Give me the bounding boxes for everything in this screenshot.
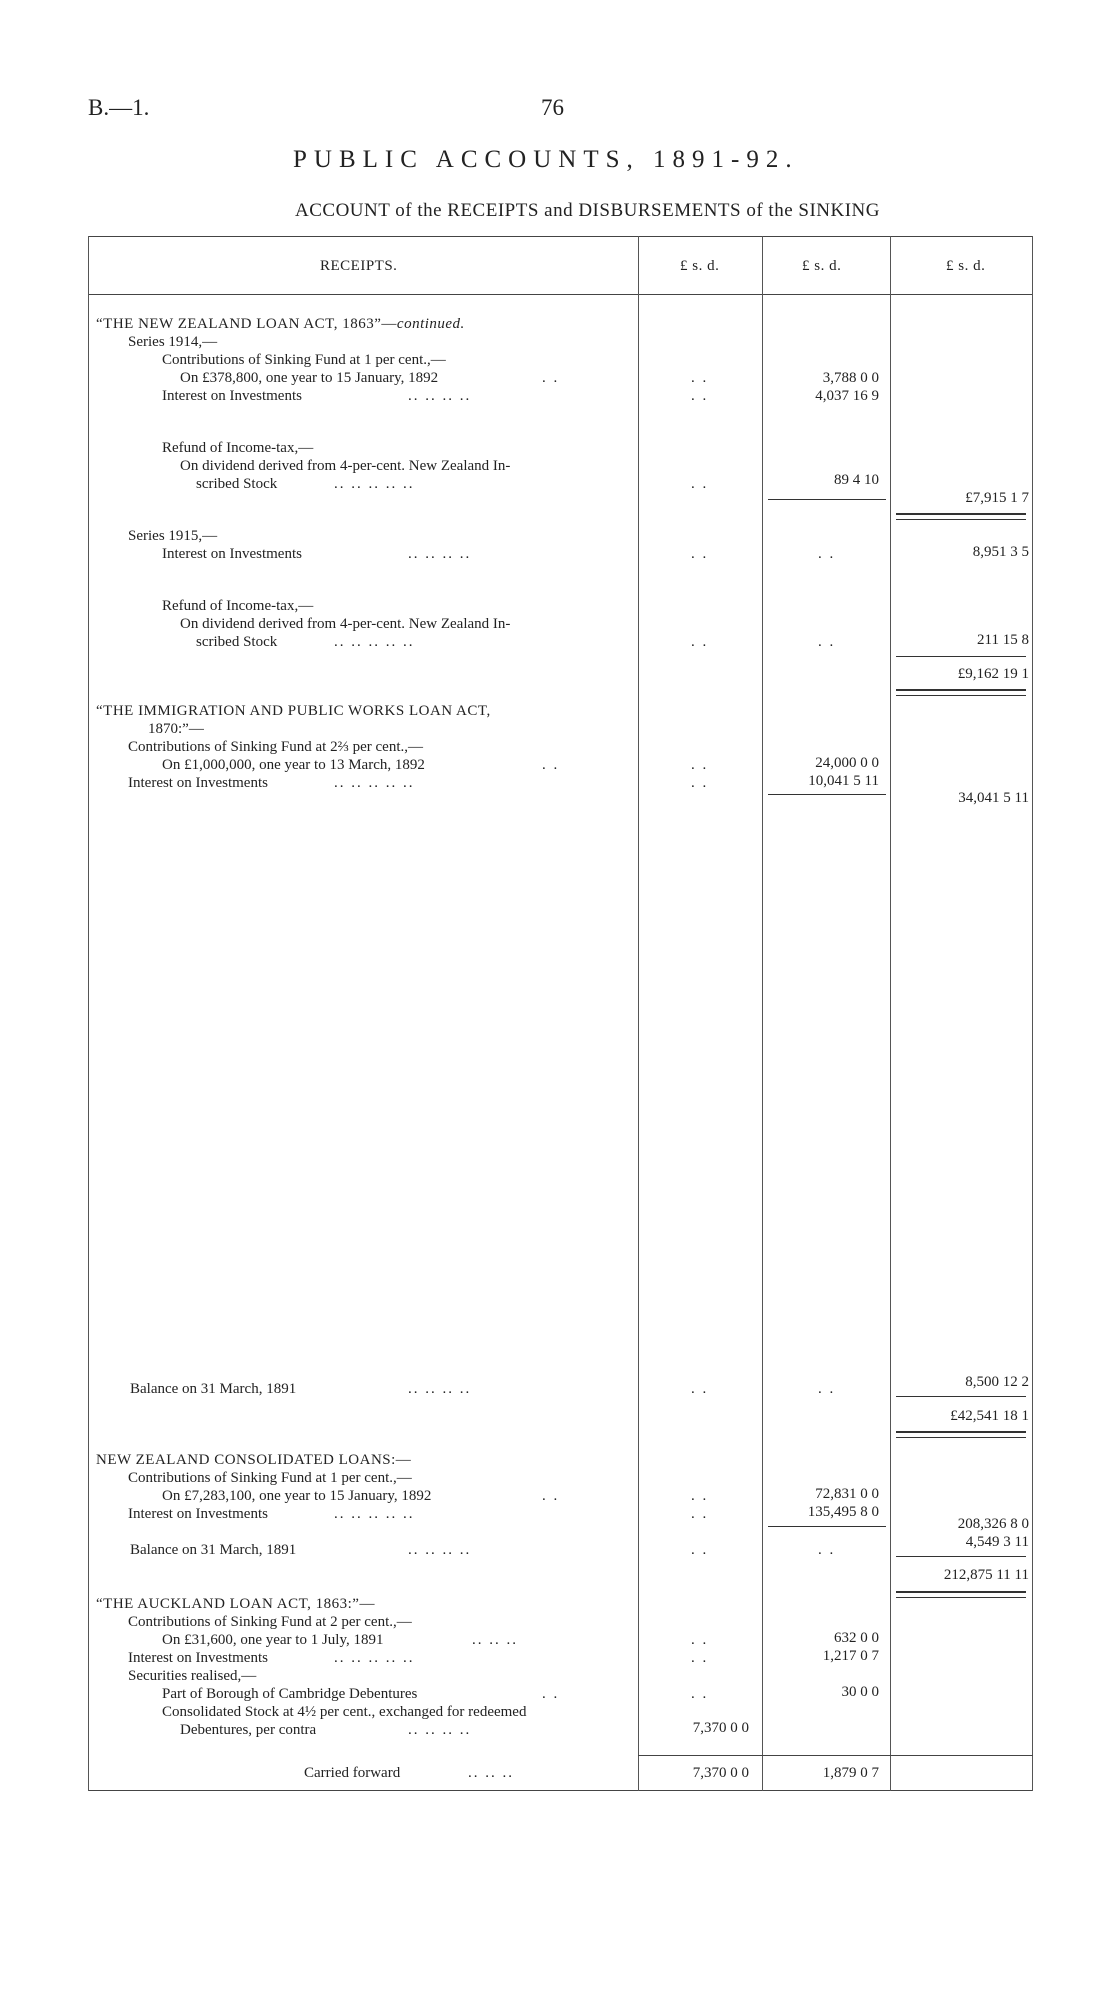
leader-dots: . . xyxy=(691,1650,709,1666)
leader-dots: . . xyxy=(691,1632,709,1648)
section-total: 212,875 11 11 xyxy=(943,1567,1029,1583)
securities-label: Securities realised,— xyxy=(128,1668,257,1684)
amount-value: 10,041 5 11 xyxy=(808,773,879,789)
contributions-label: Contributions of Sinking Fund at 1 per cent.,— xyxy=(128,1470,412,1486)
amount-value: 4,549 3 11 xyxy=(965,1534,1029,1550)
amount-value: 7,370 0 0 xyxy=(692,1720,749,1736)
leader-dots: . . xyxy=(691,1686,709,1702)
amount-value: 24,000 0 0 xyxy=(815,755,879,771)
amount-value: 632 0 0 xyxy=(834,1630,879,1646)
contribution-detail: On £378,800, one year to 15 January, 1892 xyxy=(180,370,439,386)
contribution-detail: On £7,283,100, one year to 15 January, 1892 xyxy=(162,1488,432,1504)
securities-detail: Debentures, per contra xyxy=(180,1722,317,1738)
balance-label: Balance on 31 March, 1891 xyxy=(130,1542,297,1558)
series-1915-label: Series 1915,— xyxy=(128,528,218,544)
leader-dots: .. .. .. .. xyxy=(408,1722,472,1738)
receipts-column-header: RECEIPTS. xyxy=(320,258,398,274)
leader-dots: . . xyxy=(542,1488,560,1504)
contributions-label: Contributions of Sinking Fund at 2 per cent.,— xyxy=(128,1614,412,1630)
section-heading-consolidated-loans: NEW ZEALAND CONSOLIDATED LOANS:— xyxy=(96,1452,412,1468)
lsd-column-header: £ s. d. xyxy=(802,258,842,274)
contribution-detail: On £1,000,000, one year to 13 March, 1892 xyxy=(162,757,425,773)
leader-dots: . . xyxy=(691,1506,709,1522)
carried-forward-label: Carried forward xyxy=(304,1765,401,1781)
leader-dots: .. .. .. xyxy=(472,1632,518,1648)
carried-forward-value: 1,879 0 7 xyxy=(822,1765,879,1781)
leader-dots: . . xyxy=(818,546,836,562)
leader-dots: . . xyxy=(691,388,709,404)
subtotal-value: 34,041 5 11 xyxy=(958,790,1029,806)
lsd-column-header: £ s. d. xyxy=(946,258,986,274)
account-subtitle: ACCOUNT of the RECEIPTS and DISBURSEMENTS of the SINKING xyxy=(295,200,880,221)
amount-value: 72,831 0 0 xyxy=(815,1486,879,1502)
section-total: £42,541 18 1 xyxy=(950,1408,1029,1424)
leader-dots: . . xyxy=(691,370,709,386)
leader-dots: . . xyxy=(818,1381,836,1397)
leader-dots: . . xyxy=(691,546,709,562)
leader-dots: . . xyxy=(818,1542,836,1558)
contributions-label: Contributions of Sinking Fund at 1 per cent.,— xyxy=(162,352,446,368)
leader-dots: .. .. .. .. .. xyxy=(334,1506,415,1522)
leader-dots: .. .. .. .. .. xyxy=(334,1650,415,1666)
section-heading-auckland-loan: “THE AUCKLAND LOAN ACT, 1863:”— xyxy=(96,1596,375,1612)
section-heading-nz-loan-1863: “THE NEW ZEALAND LOAN ACT, 1863”—continued. xyxy=(96,316,465,332)
amount-value: 30 0 0 xyxy=(841,1684,879,1700)
leader-dots: . . xyxy=(691,634,709,650)
leader-dots: .. .. .. .. .. xyxy=(334,476,415,492)
refund-label: Refund of Income-tax,— xyxy=(162,598,314,614)
refund-label: Refund of Income-tax,— xyxy=(162,440,314,456)
page-title: PUBLIC ACCOUNTS, 1891-92. xyxy=(293,146,799,173)
amount-value: 3,788 0 0 xyxy=(822,370,879,386)
leader-dots: . . xyxy=(691,1542,709,1558)
contribution-detail: On £31,600, one year to 1 July, 1891 xyxy=(162,1632,384,1648)
interest-label: Interest on Investments xyxy=(128,1650,268,1666)
securities-detail: Consolidated Stock at 4½ per cent., exchanged for redeemed xyxy=(162,1704,527,1720)
interest-label: Interest on Investments xyxy=(162,388,302,404)
amount-value: 135,495 8 0 xyxy=(807,1504,879,1520)
interest-label: Interest on Investments xyxy=(128,1506,268,1522)
balance-label: Balance on 31 March, 1891 xyxy=(130,1381,297,1397)
leader-dots: .. .. .. .. .. xyxy=(334,775,415,791)
leader-dots: . . xyxy=(691,1488,709,1504)
refund-detail: On dividend derived from 4-per-cent. New Zealand In- xyxy=(180,458,511,474)
series-1914-label: Series 1914,— xyxy=(128,334,218,350)
amount-value: 8,500 12 2 xyxy=(965,1374,1029,1390)
subtotal-value: 208,326 8 0 xyxy=(957,1516,1029,1532)
leader-dots: .. .. .. .. xyxy=(408,546,472,562)
leader-dots: .. .. .. xyxy=(468,1765,514,1781)
section-heading-immigration-year: 1870:”— xyxy=(148,721,204,737)
section-total: £9,162 19 1 xyxy=(957,666,1029,682)
leader-dots: . . xyxy=(691,1381,709,1397)
leader-dots: .. .. .. .. xyxy=(408,388,472,404)
amount-value: 89 4 10 xyxy=(834,472,879,488)
receipts-table xyxy=(88,236,1033,1790)
amount-value: 1,217 0 7 xyxy=(822,1648,879,1664)
leader-dots: .. .. .. .. .. xyxy=(334,634,415,650)
lsd-column-header: £ s. d. xyxy=(680,258,720,274)
amount-value: 211 15 8 xyxy=(977,632,1029,648)
leader-dots: . . xyxy=(542,1686,560,1702)
leader-dots: . . xyxy=(691,775,709,791)
amount-value: 4,037 16 9 xyxy=(815,388,879,404)
leader-dots: .. .. .. .. xyxy=(408,1542,472,1558)
subtotal-value: £7,915 1 7 xyxy=(965,490,1029,506)
refund-detail: scribed Stock xyxy=(196,634,278,650)
section-heading-immigration: “THE IMMIGRATION AND PUBLIC WORKS LOAN ACT, xyxy=(96,703,491,719)
securities-detail: Part of Borough of Cambridge Debentures xyxy=(162,1686,418,1702)
refund-detail: scribed Stock xyxy=(196,476,278,492)
page-number: 76 xyxy=(541,95,564,120)
contributions-label: Contributions of Sinking Fund at 2⅔ per cent.,— xyxy=(128,739,423,755)
page-reference: B.—1. xyxy=(88,95,150,120)
leader-dots: . . xyxy=(542,370,560,386)
leader-dots: .. .. .. .. xyxy=(408,1381,472,1397)
leader-dots: . . xyxy=(818,634,836,650)
carried-forward-value: 7,370 0 0 xyxy=(692,1765,749,1781)
amount-value: 8,951 3 5 xyxy=(972,544,1029,560)
leader-dots: . . xyxy=(691,757,709,773)
refund-detail: On dividend derived from 4-per-cent. New Zealand In- xyxy=(180,616,511,632)
leader-dots: . . xyxy=(542,757,560,773)
leader-dots: . . xyxy=(691,476,709,492)
interest-label: Interest on Investments xyxy=(128,775,268,791)
interest-label: Interest on Investments xyxy=(162,546,302,562)
